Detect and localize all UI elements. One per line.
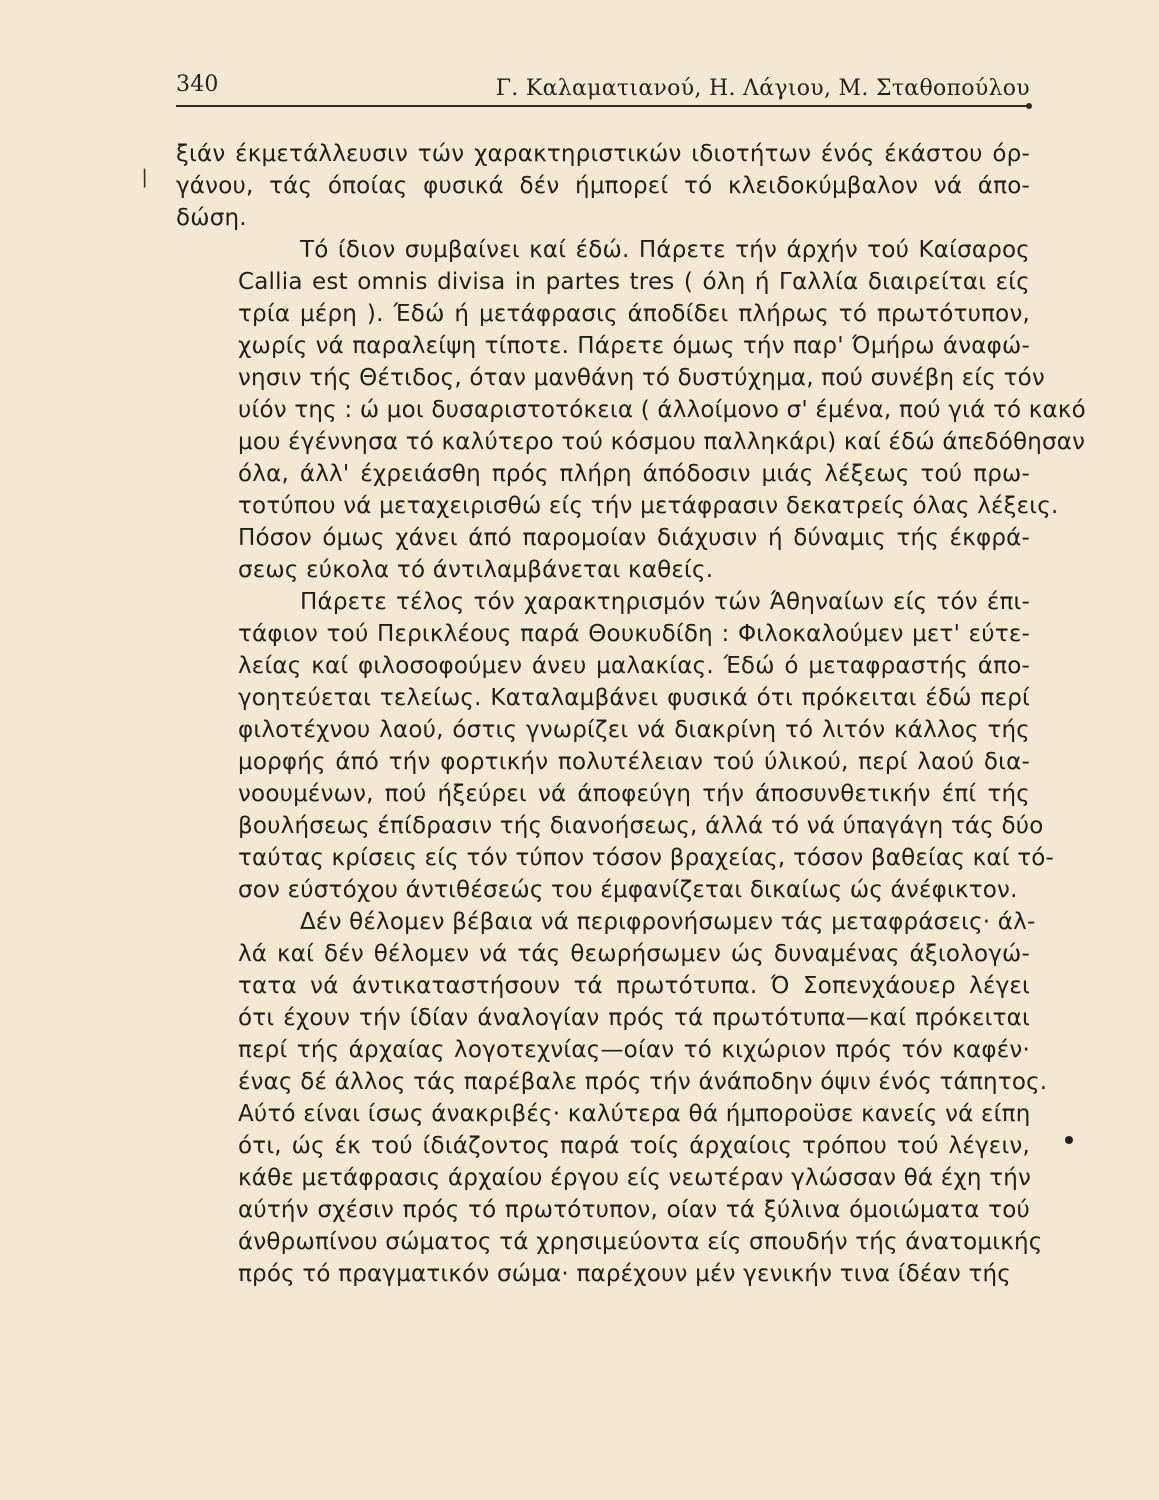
text-line: ξιάν έκμετάλλευσιν τών χαρακτηριστικών ιδιοτήτων ένός έκάστου όρ-	[176, 141, 1030, 167]
running-title: Γ. Καλαματιανού, Η. Λάγιου, Μ. Σταθοπούλου	[495, 76, 1030, 101]
text-line: κάθε μετάφρασις άρχαίου έργου είς νεωτέραν γλώσσαν θά έχη τήν	[238, 1165, 1032, 1191]
paragraph	[176, 138, 1030, 234]
margin-dot	[1065, 1136, 1073, 1144]
text-line: άνθρωπίνου σώματος τά χρησιμεύοντα είς σπουδήν τής άνατομικής	[238, 1229, 1043, 1255]
paragraph-container	[176, 138, 1086, 1290]
text-line: δώση.	[176, 205, 247, 231]
text-line: Αύτό είναι ίσως άνακριβές· καλύτερα θά ήμποροϋσε κανείς νά είπη	[238, 1101, 1031, 1127]
text-line: ταύτας κρίσεις είς τόν τύπον τόσον βραχείας, τόσον βαθείας καί τό-	[238, 845, 1055, 871]
text-line: μορφής άπό τήν φορτικήν πολυτέλειαν τού ύλικού, περί λαού δια-	[238, 749, 1030, 775]
text-line: Πάρετε τέλος τόν χαρακτηρισμόν τών Άθηναίων είς τόν έπι-	[300, 589, 1030, 615]
text-line: ότι έχουν τήν ίδίαν άναλογίαν πρός τά πρωτότυπα—καί πρόκειται	[238, 1005, 1030, 1031]
page-number: 340	[176, 72, 219, 97]
text-line: αύτήν σχέσιν πρός τό πρωτότυπον, οίαν τά ξύλινα όμοιώματα τού	[238, 1197, 1030, 1223]
text-line: λείας καί φιλοσοφούμεν άνευ μαλακίας. Έδώ ό μεταφραστής άπο-	[238, 653, 1030, 679]
text-line: τάφιον τού Περικλέους παρά Θουκυδίδη : Φιλοκαλούμεν μετ' εύτε-	[238, 621, 1030, 647]
margin-mark: /	[137, 165, 153, 192]
text-line: γάνου, τάς όποίας φυσικά δέν ήμπορεί τό κλειδοκύμβαλον νά άπο-	[176, 173, 1030, 199]
text-line: όλα, άλλ' έχρειάσθη πρός πλήρη άπόδοσιν μιάς λέξεως τού πρω-	[238, 461, 1030, 487]
text-line: περί τής άρχαίας λογοτεχνίας—οίαν τό κιχώριον πρός τόν καφέν·	[238, 1037, 1030, 1063]
text-line: τοτύπου νά μεταχειρισθώ είς τήν μετάφρασιν δεκατρείς όλας λέξεις.	[238, 493, 1059, 519]
text-line: νησιν τής Θέτιδος, όταν μανθάνη τό δυστύχημα, πού συνέβη είς τόν	[238, 365, 1045, 391]
text-line: ένας δέ άλλος τάς παρέβαλε πρός τήν άνάποδην όψιν ένός τάπητος.	[238, 1069, 1048, 1095]
paragraph	[176, 234, 1086, 586]
page-header	[176, 70, 1030, 104]
text-line: Πόσον όμως χάνει άπό παρομοίαν διάχυσιν ή δύναμις τής έκφρά-	[238, 525, 1030, 551]
text-line: υίόν της : ώ μοι δυσαριστοτόκεια ( άλλοίμονο σ' έμένα, πού γιά τό κακό	[238, 397, 1086, 423]
text-line: Τό ίδιον συμβαίνει καί έδώ. Πάρετε τήν άρχήν τού Καίσαρος	[300, 237, 1030, 263]
header-rule	[176, 105, 1030, 107]
paragraph	[176, 586, 1055, 906]
text-line: νοουμένων, πού ήξεύρει νά άποφεύγη τήν άποσυνθετικήν έπί τής	[238, 781, 1030, 807]
text-line: φιλοτέχνου λαού, όστις γνωρίζει νά διακρίνη τό λιτόν κάλλος τής	[238, 717, 1030, 743]
text-line: γοητεύεται τελείως. Καταλαμβάνει φυσικά ότι πρόκειται έδώ περί	[238, 685, 1030, 711]
text-line: Callia est omnis divisa in partes tres ( όλη ή Γαλλία διαιρείται είς	[238, 269, 1030, 295]
text-line: μου έγέννησα τό καλύτερο τού κόσμου παλληκάρι) καί έδώ άπεδόθησαν	[238, 429, 1086, 455]
body-text	[176, 138, 1086, 1290]
text-line: σον εύστόχου άντιθέσεώς του έμφανίζεται δικαίως ώς άνέφικτον.	[238, 877, 1018, 903]
text-line: πρός τό πραγματικόν σώμα· παρέχουν μέν γενικήν τινα ίδέαν τής	[238, 1261, 1011, 1287]
text-line: βουλήσεως έπίδρασιν τής διανοήσεως, άλλά τό νά ύπαγάγη τάς δύο	[238, 813, 1044, 839]
text-line: σεως εύκολα τό άντιλαμβάνεται καθείς.	[238, 557, 714, 583]
text-line: Δέν θέλομεν βέβαια νά περιφρονήσωμεν τάς μεταφράσεις· άλ-	[300, 909, 1036, 935]
text-line: τατα νά άντικαταστήσουν τά πρωτότυπα. Ό Σοπενχάουερ λέγει	[238, 973, 1030, 999]
text-line: ότι, ώς έκ τού ίδιάζοντος παρά τοίς άρχαίοις τρόπου τού λέγειν,	[238, 1133, 1030, 1159]
text-line: λά καί δέν θέλομεν νά τάς θεωρήσωμεν ώς δυναμένας άξιολογώ-	[238, 941, 1030, 967]
paragraph	[176, 906, 1048, 1290]
text-line: τρία μέρη ). Έδώ ή μετάφρασις άποδίδει πλήρως τό πρωτότυπον,	[238, 301, 1030, 327]
text-line: χωρίς νά παραλείψη τίποτε. Πάρετε όμως τήν παρ' Όμήρω άναφώ-	[238, 333, 1030, 359]
